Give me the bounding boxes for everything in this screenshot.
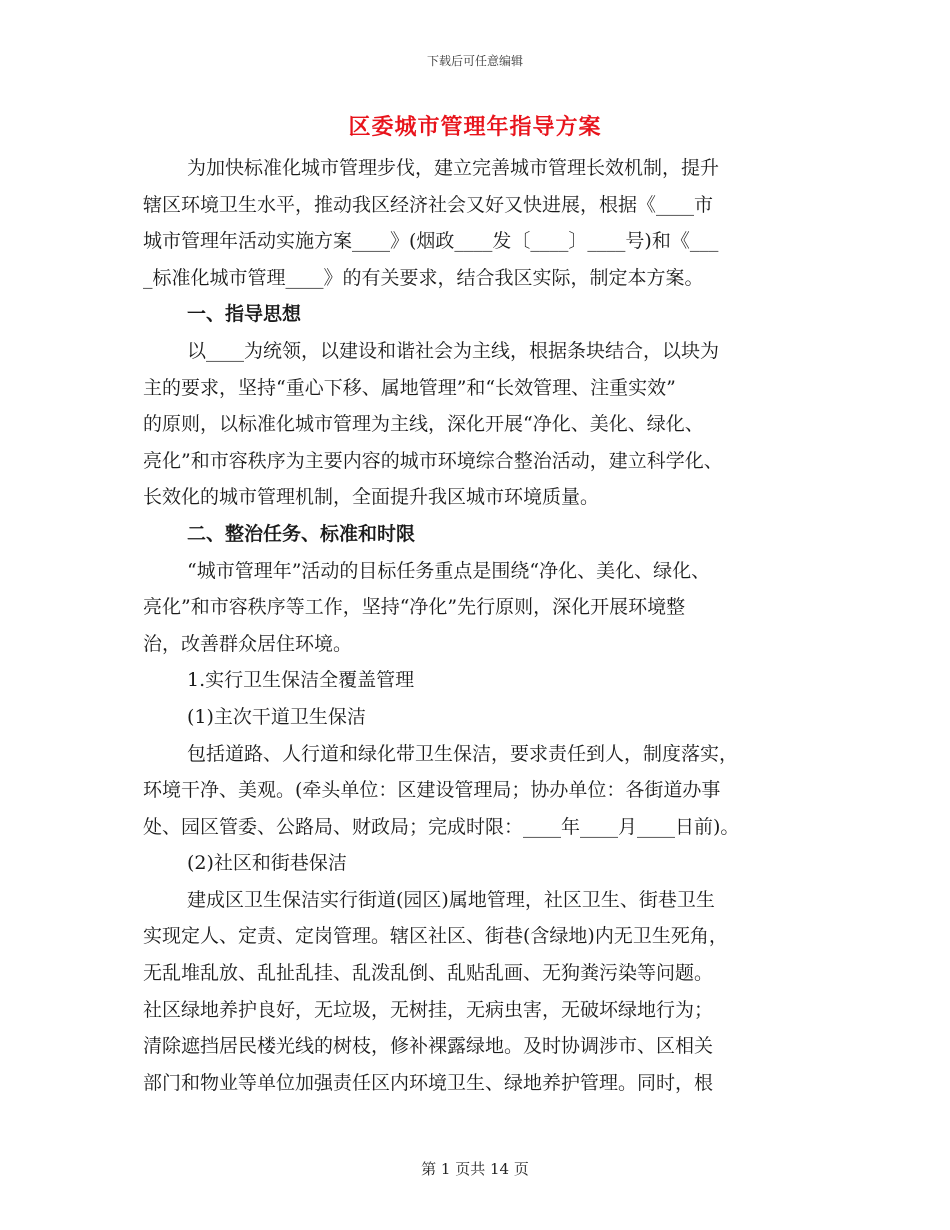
paragraph-line: “城市管理年”活动的目标任务重点是围绕“净化、美化、绿化、 (187, 559, 711, 582)
paragraph-line: 以____为统领，以建设和谐社会为主线，根据条块结合，以块为 (187, 339, 720, 362)
subsection-heading: (1)主次干道卫生保洁 (187, 705, 366, 728)
paragraph-line: 清除遮挡居民楼光线的树枝，修补裸露绿地。及时协调涉市、区相关 (143, 1035, 714, 1058)
paragraph-line: 部门和物业等单位加强责任区内环境卫生、绿地养护管理。同时，根 (143, 1071, 714, 1094)
document-body (143, 150, 808, 1101)
paragraph-line: 包括道路、人行道和绿化带卫生保洁，要求责任到人，制度落实， (187, 742, 739, 765)
paragraph-line: 社区绿地养护良好，无垃圾，无树挂，无病虫害，无破坏绿地行为； (143, 998, 714, 1021)
paragraph-line: 亮化”和市容秩序等工作，坚持“净化”先行原则，深化开展环境整 (143, 596, 686, 619)
paragraph-line: 辖区环境卫生水平，推动我区经济社会又好又快进展，根据《____市 (143, 193, 714, 216)
subsection-heading: (2)社区和街巷保洁 (187, 852, 347, 875)
paragraph-line: 处、园区管委、公路局、财政局；完成时限：____年____月____日前)。 (143, 815, 740, 838)
header-note: 下载后可任意编辑 (426, 54, 523, 68)
paragraph-line: 环境干净、美观。(牵头单位：区建设管理局；协办单位：各街道办事 (143, 779, 721, 802)
paragraph-line: _标准化城市管理____》的有关要求，结合我区实际，制定本方案。 (143, 266, 704, 289)
paragraph-line: 为加快标准化城市管理步伐，建立完善城市管理长效机制，提升 (187, 157, 720, 179)
paragraph-line: 建成区卫生保洁实行街道(园区)属地管理，社区卫生、街巷卫生 (187, 888, 715, 911)
subsection-heading: 1.实行卫生保洁全覆盖管理 (187, 669, 415, 692)
paragraph-line: 亮化”和市容秩序为主要内容的城市环境综合整治活动，建立科学化、 (143, 449, 723, 472)
paragraph-line: 的原则，以标准化城市管理为主线，深化开展“净化、美化、绿化、 (143, 413, 704, 436)
paragraph-line: 主的要求，坚持“重心下移、属地管理”和“长效管理、注重实效” (143, 376, 676, 399)
paragraph-line: 城市管理年活动实施方案____》(烟政____发〔____〕____号)和《___ (143, 230, 719, 253)
paragraph-line: 无乱堆乱放、乱扯乱挂、乱泼乱倒、乱贴乱画、无狗粪污染等问题。 (143, 962, 714, 985)
paragraph-line: 治，改善群众居住环境。 (143, 632, 353, 655)
section-heading: 二、整治任务、标准和时限 (187, 522, 416, 545)
paragraph-line: 长效化的城市管理机制，全面提升我区城市环境质量。 (143, 486, 600, 509)
page-footer: 第 1 页共 14 页 (421, 1160, 529, 1178)
section-heading: 一、指导思想 (187, 303, 302, 326)
document-title: 区委城市管理年指导方案 (348, 115, 602, 140)
paragraph-line: 实现定人、定责、定岗管理。辖区社区、街巷(含绿地)内无卫生死角， (143, 925, 728, 948)
